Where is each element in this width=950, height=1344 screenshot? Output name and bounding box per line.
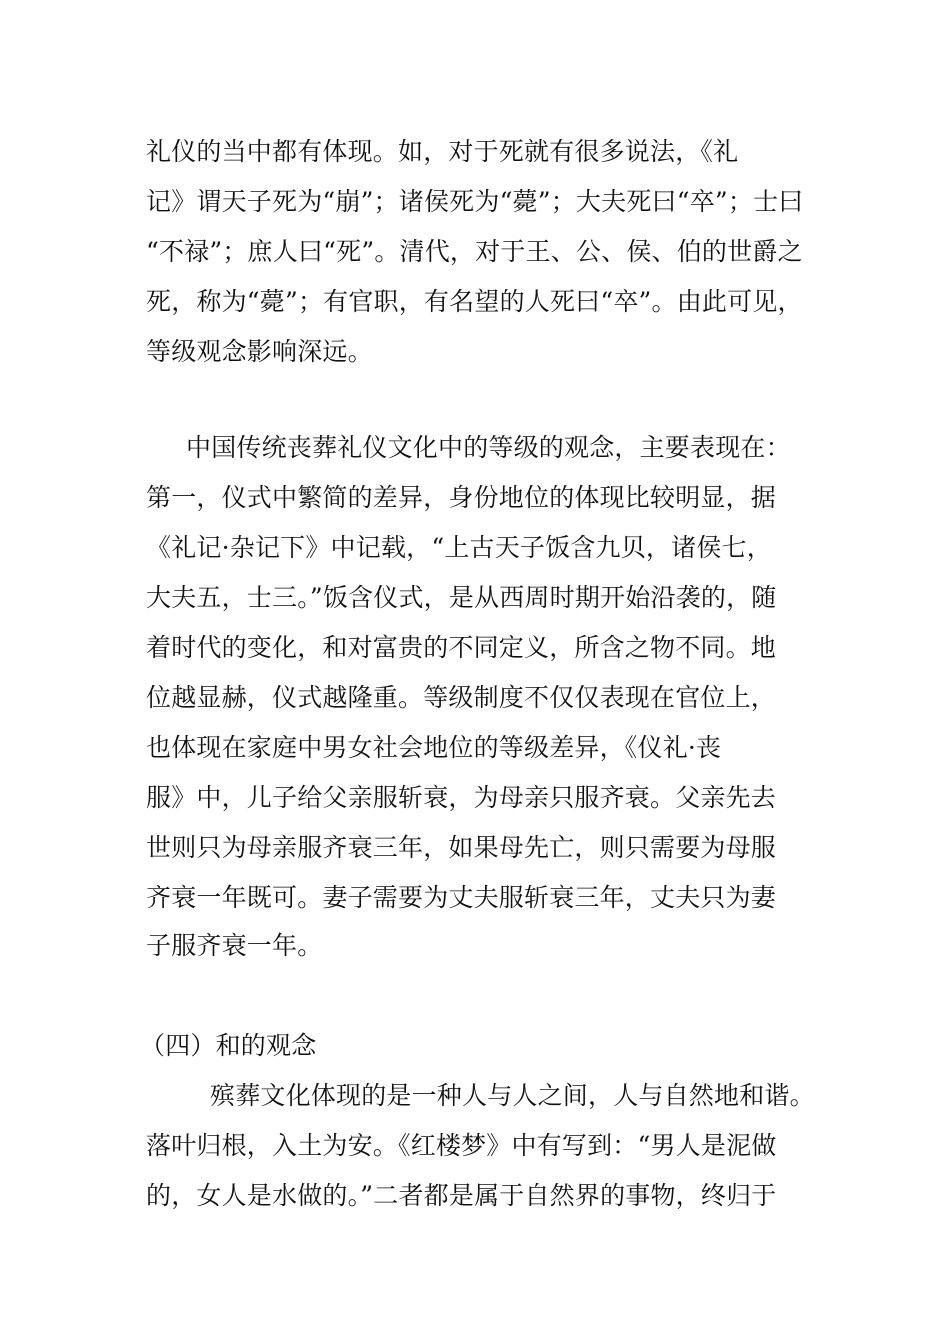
text-line: 死，称为“薨”；有官职，有名望的人死曰“卒”。由此可见， [146,287,803,316]
text-line: 位越显赫，仪式越隆重。等级制度不仅仅表现在官位上， [146,683,777,712]
text-line: 齐衰一年既可。妻子需要为丈夫服斩衰三年，丈夫只为妻 [146,883,777,912]
text-line: 殡葬文化体现的是一种人与人之间，人与自然地和谐。 [210,1081,815,1110]
text-line: 大夫五，士三。”饭含仪式，是从西周时期开始沿袭的，随 [146,583,777,612]
text-line: 落叶归根，入土为安。《红楼梦》中有写到：“男人是泥做 [146,1131,777,1160]
text-line: 记》谓天子死为“崩”；诸侯死为“薨”；大夫死曰“卒”；士曰 [146,187,804,216]
text-line: 服》中，儿子给父亲服斩衰，为母亲只服齐衰。父亲先去 [146,783,777,812]
text-line: 礼仪的当中都有体现。如，对于死就有很多说法，《礼 [146,137,739,166]
text-line: 中国传统丧葬礼仪文化中的等级的观念，主要表现在： [186,433,791,462]
text-line: “不禄”；庶人曰“死”。清代，对于王、公、侯、伯的世爵之 [146,237,803,266]
text-line: 子服齐衰一年。 [146,931,323,960]
text-line: 着时代的变化，和对富贵的不同定义，所含之物不同。地 [146,633,777,662]
text-line: 第一，仪式中繁简的差异，身份地位的体现比较明显，据 [146,483,777,512]
text-line: 等级观念影响深远。 [146,337,373,366]
section-heading: （四）和的观念 [140,1031,317,1060]
text-line: 《礼记·杂记下》中记载，“上古天子饭含九贝，诸侯七， [146,533,772,562]
text-line: 世则只为母亲服齐衰三年，如果母先亡，则只需要为母服 [146,833,777,862]
text-line: 的，女人是水做的。”二者都是属于自然界的事物，终归于 [146,1181,777,1210]
text-line: 也体现在家庭中男女社会地位的等级差异，《仪礼·丧 [146,733,722,762]
